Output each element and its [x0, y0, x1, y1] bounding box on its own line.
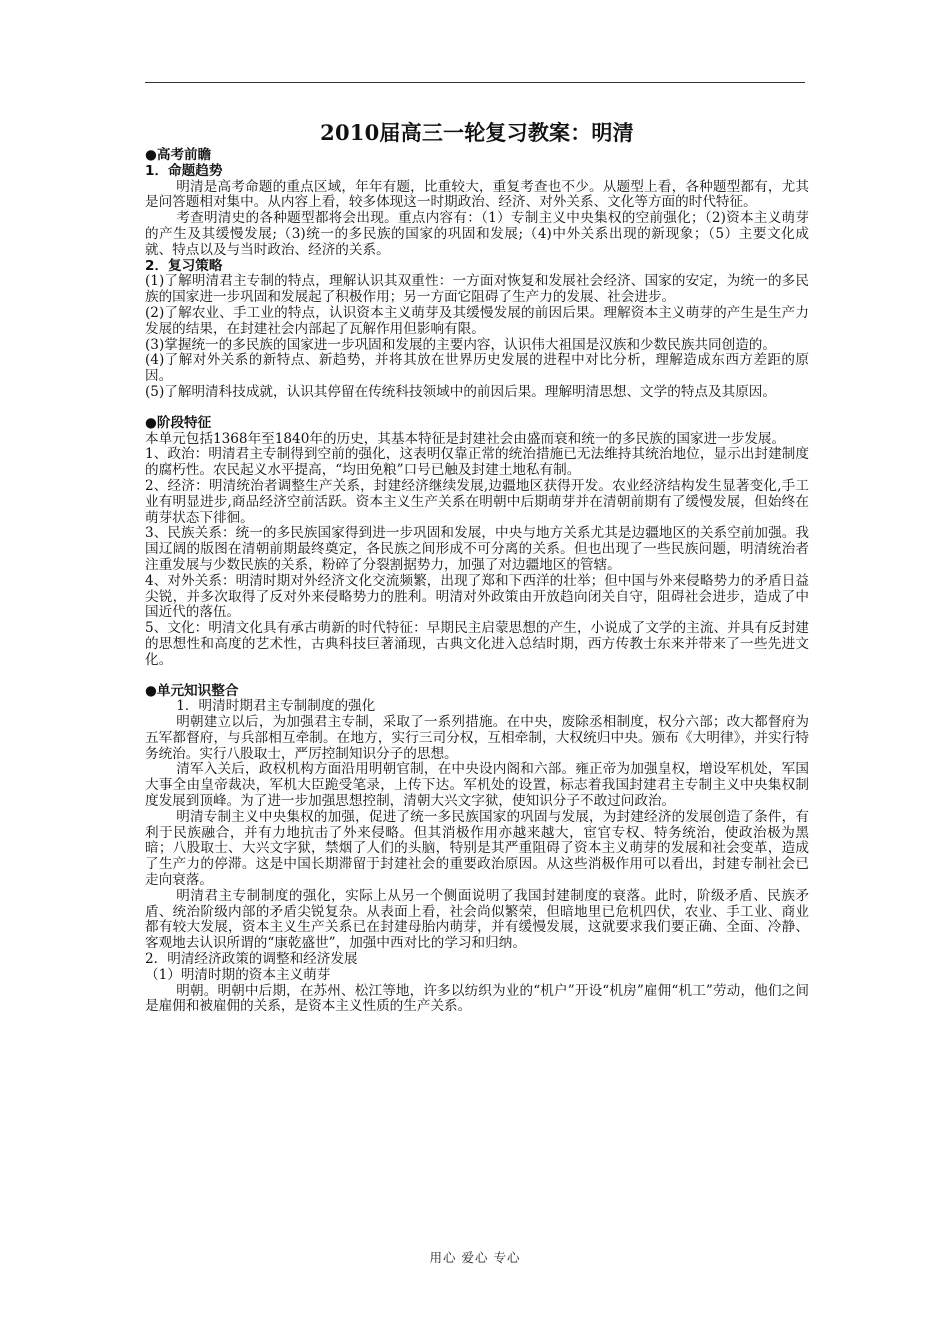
- stage-item: 4、对外关系：明清时期对外经济文化交流频繁，出现了郑和下西洋的壮举；但中国与外来侵略势力的矛盾日益尖锐，并多次取得了反对外来侵略势力的胜利。明清对外政策由开放趋向闭关自守，阻碍社会进步，造成了中国近代的落伍。: [145, 572, 809, 621]
- section-heading-stage: ●阶段特征: [145, 414, 212, 431]
- strategy-item: (4)了解对外关系的新特点、新趋势，并将其放在世界历史发展的进程中对比分析，理解造成东西方差距的原因。: [145, 352, 809, 385]
- topic-heading: 1．明清时期君主专制制度的强化: [176, 698, 376, 715]
- page-footer: 用心 爱心 专心: [429, 1250, 521, 1265]
- paragraph: 考查明清史的各种题型都将会出现。重点内容有：（1）专制主义中央集权的空前强化；（2)资本主义萌芽的产生及其缓慢发展;（3)统一的多民族的国家的巩固和发展;（4)中外关系出现的新现象；（5）主要文化成就、特点以及与当时政治、经济的关系。: [145, 210, 809, 258]
- subheading-trend: 1．命题趋势: [145, 162, 223, 179]
- paragraph: 清军入关后，政权机构方面沿用明朝官制，在中央设内阁和六部。雍正帝为加强皇权，增设军机处，军国大事全由皇帝裁决，军机大臣跪受笔录，上传下达。军机处的设置，标志着我国封建君主专制主义中央集权制度发展到顶峰。为了进一步加强思想控制，清朝大兴文字狱，使知识分子不敢过问政治。: [145, 761, 809, 810]
- stage-item: 5、文化：明清文化具有承古萌新的时代特征：早期民主启蒙思想的产生，小说成了文学的主流、并具有反封建的思想性和高度的艺术性，古典科技巨著涌现，古典文化进入总结时期，西方传教士东来并带来了一些先进文化。: [145, 620, 809, 668]
- strategy-item: (3)掌握统一的多民族的国家进一步巩固和发展的主要内容，认识伟大祖国是汉族和少数民族共同创造的。: [145, 336, 776, 353]
- paragraph: 明朝。明朝中后期，在苏州、松江等地，许多以纺织为业的“机户”开设“机房”雇佣“机工”劳动，他们之间是雇佣和被雇佣的关系，是资本主义性质的生产关系。: [145, 982, 809, 1015]
- section-heading-preview: ●高考前瞻: [145, 147, 212, 163]
- document-body: [145, 120, 809, 1015]
- spacer: [145, 669, 809, 684]
- subheading-strategy: 2．复习策略: [145, 257, 223, 274]
- paragraph: 明朝建立以后，为加强君主专制，采取了一系列措施。在中央，废除丞相制度，权分六部；改大都督府为五军都督府，与兵部相互牵制。在地方，实行三司分权，互相牵制，大权统归中央。颁布《大明律》，并实行特务统治。实行八股取士，严厉控制知识分子的思想。: [145, 714, 809, 762]
- strategy-item: (1)了解明清君主专制的特点，理解认识其双重性：一方面对恢复和发展社会经济、国家的安定，为统一的多民族的国家进一步巩固和发展起了积极作用；另一方面它阻碍了生产力的发展、社会进步。: [145, 273, 809, 306]
- stage-item: 1、政治：明清君主专制得到空前的强化，这表明仅靠正常的统治措施已无法维持其统治地位，显示出封建制度的腐朽性。农民起义水平提高，“均田免粮”口号已触及封建土地私有制。: [145, 446, 809, 479]
- stage-item: 3、民族关系：统一的多民族国家得到进一步巩固和发展，中央与地方关系尤其是边疆地区的关系空前加强。我国辽阔的版图在清朝前期最终奠定，各民族之间形成不可分离的关系。但也出现了一些民族问题，明清统治者注重发展与少数民族的关系，粉碎了分裂割据势力，加强了对边疆地区的管辖。: [145, 525, 809, 573]
- paragraph: 明清专制主义中央集权的加强，促进了统一多民族国家的巩固与发展，为封建经济的发展创造了条件，有利于民族融合，并有力地抗击了外来侵略。但其消极作用亦越来越大，宦官专权、特务统治，使政治极为黑暗；八股取士、大兴文字狱，禁烟了人们的头脑，特别是其严重阻碍了资本主义萌芽的发展和社会变革，造成了生产力的停滞。这是中国长期滞留于封建社会的重要政治原因。从这些消极作用可以看出，封建专制社会已走向衰落。: [145, 808, 809, 889]
- section-heading-unit: ●单元知识整合: [145, 682, 239, 699]
- paragraph: 本单元包括1368年至1840年的历史，其基本特征是封建社会由盛而衰和统一的多民族的国家进一步发展。: [145, 430, 786, 447]
- header-rule: [145, 82, 805, 83]
- strategy-item: (2)了解农业、手工业的特点，认识资本主义萌芽及其缓慢发展的前因后果。理解资本主义萌芽的产生是生产力发展的结果，在封建社会内部起了瓦解作用但影响有限。: [145, 304, 809, 337]
- topic-heading: 2．明清经济政策的调整和经济发展: [145, 951, 358, 968]
- spacer: [145, 401, 809, 416]
- subtopic-heading: （1）明清时期的资本主义萌芽: [145, 966, 331, 983]
- strategy-item: (5)了解明清科技成就，认识其停留在传统科技领域中的前因后果。理解明清思想、文学的特点及其原因。: [145, 383, 776, 400]
- paragraph: 明清是高考命题的重点区域，年年有题，比重较大，重复考查也不少。从题型上看，各种题型都有，尤其是问答题相对集中。从内容上看，较多体现这一时期政治、经济、对外关系、文化等方面的时代特征。: [145, 178, 809, 211]
- document-title: 2010届高三一轮复习教案：明清: [320, 120, 634, 145]
- paragraph: 明清君主专制制度的强化，实际上从另一个侧面说明了我国封建制度的衰落。此时，阶级矛盾、民族矛盾、统治阶级内部的矛盾尖锐复杂。从表面上看，社会尚似繁荣，但暗地里已危机四伏，农业、手工业、商业都有较大发展，资本主义生产关系已在封建母胎内萌芽，并有缓慢发展，这就要求我们要正确、全面、冷静、客观地去认识所谓的“康乾盛世”，加强中西对比的学习和归纳。: [145, 887, 809, 952]
- stage-item: 2、经济：明清统治者调整生产关系，封建经济继续发展,边疆地区获得开发。农业经济结构发生显著变化,手工业有明显进步,商品经济空前活跃。资本主义生产关系在明朝中后期萌芽并在清朝前期有了缓慢发展，但始终在萌芽状态下徘徊。: [145, 477, 809, 526]
